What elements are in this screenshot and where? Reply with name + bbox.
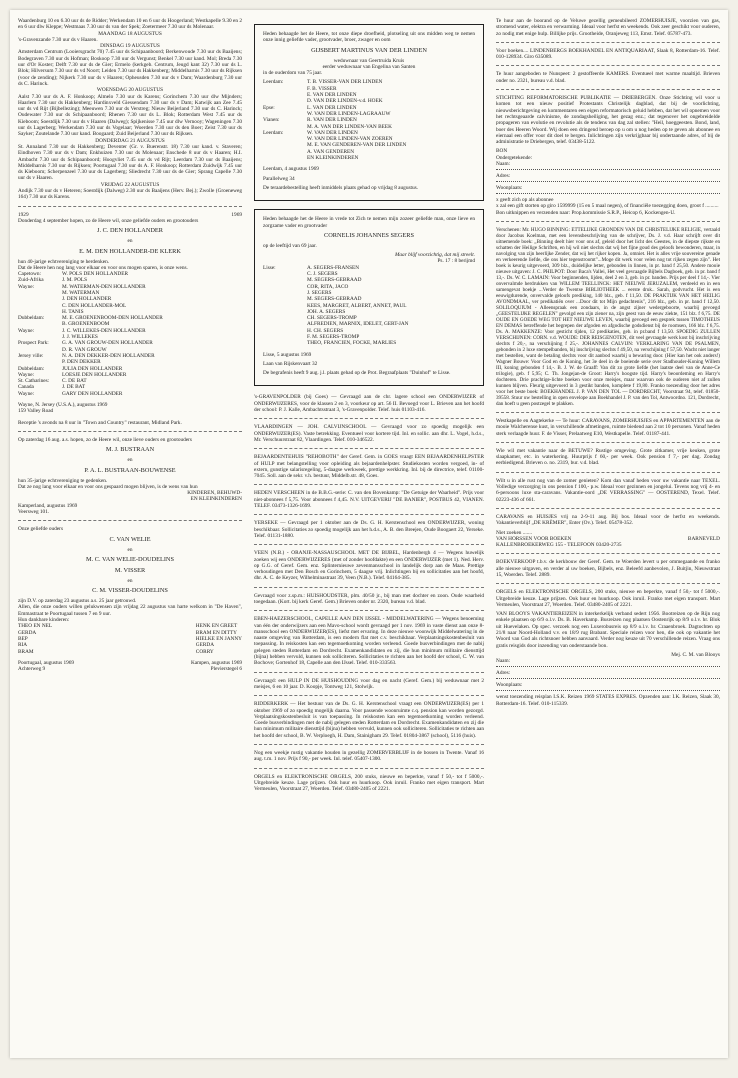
family-place: Wayne: — [18, 390, 35, 397]
notice-place: Leerdam, 4 augustus 1969 — [263, 166, 319, 173]
schedule-day-title: DONDERDAG 21 AUGUSTUS — [95, 137, 165, 144]
divider — [496, 472, 720, 473]
stichting-ad — [496, 95, 720, 216]
divider — [254, 768, 484, 769]
form-field-line — [496, 658, 720, 667]
ad-address: Wayne, N. Jersey (U.S.A.), augustus 1969 — [18, 402, 108, 409]
family-names: A. SEGERS-FRANSEN — [307, 264, 360, 271]
form-option-3: Bon uitknippen en verzenden naar: Prop.kommissie S.R.P., Heicop 6, Kockengen-U. — [496, 209, 676, 216]
ad-right: BARNEVELD — [687, 535, 720, 542]
family-names: H. CH. SEGERS — [307, 327, 344, 334]
ad-line2: KALLENBROEKERWEG 155 - TELEFOON 03420-2735 — [496, 542, 622, 549]
family-place: Dubbeldam: — [18, 315, 45, 322]
family-names: J. J. WILLEKES — [62, 334, 98, 341]
child-name: HENK EN GREET — [195, 623, 238, 630]
divider — [496, 65, 720, 66]
classified-ad: ORGELS en ELEKTRONISCHE ORGELS, 200 stuks, nieuwe en beperkte, vanaf f 50,- tot f 5000,-. Uitgebreide keuze. Lage prijzen. Ook huur en huurkoop. Ook inruil. Franko met eigen transport. Mart Vermeulen, Voorstraat 27, Woerden. Telef. 03480-2405 of 2221. — [254, 773, 484, 793]
form-field-line — [496, 161, 720, 170]
couple-name-1: J. C. DEN HOLLANDER — [97, 227, 163, 235]
ad-signature: Hun dankbare kinderen: — [18, 617, 70, 624]
classified-ad: Gevraagd voor z.sp.m.: HUISHOUDSTER, plm. 40/50 jr., bij man met dochter en zoon. Oude waarheid toegedaan. (Kort. bij kerk Geref. Gem.) Brieven onder nr. 2320, bureau v.d. blad. — [254, 592, 484, 605]
child-name: THEO EN NEL — [18, 623, 53, 630]
family-names: LOESJE DEN HOLLANDER — [62, 371, 127, 378]
divider — [496, 508, 720, 509]
ad-wish: Dat ze nog lang voor elkaar en voor ons gespaard mogen blijven, is de wens van hun — [18, 483, 198, 490]
child-name: GERDA — [195, 642, 215, 649]
family-names: D. R. VAN GROUW — [62, 346, 107, 353]
family-names: W. VAN DER LINDEN-LAGRAAUW — [307, 110, 391, 117]
book-ad: Verschenen: Mr. HUGO BINNING: ETTELIJKE GRONDEN VAN DE CHRISTELIJKE RELIGIE, vertaald door Jacobus Koelman, met een levensbeschrijving van de schrijver, Ds. J. v.d. Haar schrijft over dit uitnemende boek: „Binning deelt hier voor ons af, geleid door het licht des Geestes, in de diepste rijkste en schatten der Heilige Schriften, en hij wil niet slechts dat wij het fijne goud des geloofs bewonderen, maar, in navolging van zijn heerlijke Zender, dat wij het rijker kopen. Ja, omniet. Het is alles vrije souvereine genade en verkeerende liefde, die ons hier tegenstroomt"...Moge dit werk voor velen nog tot rijken zegen zijn". Het boek is keurig uitgevoerd, 309 blz., duidelijke letter, gebonden in linnen, in pr. band f 25,50. Andere mooie nieuwe uitgaven: J. C. PHILPOT: Door Baca's Vallei, Het veel gevraagde Bijbels Dagboek, geb. in pr. band f 13,-. Ds. W. C. LAMAIN: Voor beginnenden, lijden, deel 2 en 3, geb. in pr. banden. Prijs per deel f 14,-. Vier onvervalmde herdrukken van WILLEM TEELLINCK: HET NIEUWE JERUZALEM, verdeeld en in een samengevat boekje ...Verder de Twentse BIBLIOTHEEK ... eerste druk.. Sarah, godvrucht. Het is een eeuwigdurende, onvervalde geloofs prediking, 140 blz., geb. f 11,50. DE PRAKTIJK VAN HET HEILIG AVONDMAAL, ver predikatiën over ...Door dit tot Mijn gedachtenis", 216 blz., geb. in pr. band f 12,50. SOLILOQUIUM - Alleenspraak een zondaars, in de angst zijner wedergeboorte, waarbij gevoegd „GEESTELIJKE REGELEN" gevolgd een zijn ziener na, zijn geest van de eeuw ziekte, 151 blz. f 6,75. DE OUDE EN GOEDE WEG TOT HET NIEUWE LEVEN, waarbij gevoegd een gesprek tussen TIMOTHEUS EN DEMAS betreffende het begrepen der afgoden en afgodische godsdienst bij de roomsen, 166 blz. f 6,75. Ds. A. MAKKENZE: Voor gesticht tijden, 12 predikaties, geb. in pr.band f 13,50. SPOEDIG ZULLEN VERSCHIJNEN: CORN. v.d. WOUDE: DER REISGENOTEN, dit veel gevraagde werk kost bij inschrijving slechts f 20,-, na verschijning f 25,-. JOHANNES CALVIJN: VERKLARING VAN DE PSALMEN, gebonden in 2 luxe stempelbanden, bij inschrijving slechts f 49,50, na verschijning f 57,50. Wacht niet langer met bestellen, want de betaling slechts voor dit aanbod waarbij u bewaring door. (Hier kan het ook anders!) Wagner Bouwe: Voor God en de Koning, het 3e deel in de boeiende serie over Stadhouder-Koning Willem III, koning gebonden f 14,-. B. J. W. de Graaff: Van dit zo grote liefde (het laatste deel van de Anne-Ce trilogie), geb. f 5,95; C. Th. Jongejan-de Groot: Harry's hoogste tijd. Harry's beoordeming en Harry's dochteren. Drie prachtige-lichte boeken voor onze meisjes, maar waarvan ook de ouderen niet af zullen kunnen blijven. Fleurig uitgevoerd in 3 gestikt banden, komplete f 19,80. Franko toezending door het adres voor het beste boek: BOEKHANDEL J. P. VAN DEN TOL — DORDRECHT, Voorstraat 94, telef. 01850-39558. Stuur uw bestelling in open envelope aan Boekhandel J. P. van den Tol, Antwoordno. 121, Dordrecht, dan hoeft u geen postzegel te plakken. — [496, 226, 720, 407]
church-schedule-intro: Waardenburg 10 en 6.30 uur ds de Ridder; Werkendam 10 en 6 uur ds Hoogerland; Westkapelle 9.30 en 2 en 6 uur dlw Kleppe; Westmaas 7.30 uur ds van der Spek; Zoetermeer 7.30 uur ds Molenaar. — [18, 18, 242, 31]
column-left — [18, 18, 242, 672]
divider — [18, 431, 242, 432]
family-names: J. DE BAT — [62, 384, 86, 391]
classified-ad: EBEN-HAEZERSCHOOL, CAPELLE AAN DEN IJSSEL - MIDDELWATERING — Wegens benoeming van één der onderwijzers aan een Mavo-school wordt gevraagd per 1 nov. 1969 in vaste dienst aan onze 8-mansschool een ONDERWIJZER(ES), liefst met ervaring. In deze nieuwe woonwijk Middelwatering in de naaste omgeving van Rotterdam, is een modern flat met c.v. beschikbaar. Verplaatsingskostenbesluit van toepassing. In reiskosten kan een tegemoetkoming worden verleend. Goede busverbindingen met de nabij gelegen steden Rotterdam en Dordrecht. Examenkandidaten en zij, die hun minimum militaire diensttijd (bijna) hebben vervuld, kunnen ook solliciteren. Sollicitaties te richten aan het hoofd der school, C. W. van Bochove; Gortenhof 18, Capelle aan den IJssel. Telef. 010-333563. — [254, 616, 484, 667]
and-text: en — [127, 577, 133, 584]
anniversary-ad-bustraan — [18, 437, 242, 515]
family-names: JOH. A. SEGERS — [307, 308, 346, 315]
schedule-day-text: Amsterdam Centrum (Looiersgracht 70) 7.45 uur ds Schipaanboord; Berkenwoude 7.30 uur ds Baaijens; Bodegraven 7.30 uur ds Hofman; Boskoop 7.30 uur ds Vergunst; Benkel 7.30 uur kand. Mol; Breda 7.30 uur d'Or Koster; Delft 7.30 uur ds de Gier; Ermelo (kerkgeb. Centrum, Jeugd kant 32) 7.30 uur ds L. Blok; Hilversum 7.30 uur ds vd Noort; Leiden 7.30 uur ds Hakkenberg; Middelharnis 7.30 uur ds Rijksen (voor de zending); Nijkerk 7.30 uur ds v Haaren; Opheusden 7.30 uur ds v Dam; Waardenburg 7.30 uur ds C. Harinck. — [18, 49, 242, 87]
family-names: J. DEN HOLLANDER — [62, 296, 112, 303]
family-row — [18, 391, 242, 397]
person-name-3: M. VISSER — [114, 566, 146, 574]
classified-ad: Wie wil met vakantie naar de BETUWE? Rustige omgeving. Grote zitkamer, vrije keuken, grote slaapkamer, etc. in waterkering. Huurprijs f 60,- per week. Ook pension f 7,- per dag. Zondag eerbiedigend. Brieven o. no. 2319, bur. v.d. blad. — [496, 447, 720, 467]
form-field-line — [496, 670, 720, 679]
family-names: W. POLS DEN HOLLANDER — [62, 271, 129, 278]
classified-ads-mid — [496, 418, 720, 527]
classified-ad: Wilt u in alle rust nog van de zomer genieten? Kom dan vanaf heden voor uw vakantie naar TEXEL. Volledige verzorging in ons pension f 100,- p.w. Ideaal voor gezinnen en jongelui. Tevens nog vrij 4- en 6-persoons luxe sta-caravans. Vakantie-oord „DE VERRASSING" — OOSTEREND, Texel. Telef. 02223-436 of 661. — [496, 477, 720, 503]
vacantie-text: VAN BLOOYS VAKANTIEREIZEN in interkerkelijk verband sedert 1956. Bootreizen op de Rijn nog enkele plaatsen op 6/9 o.l.v. Ds. B. Haverkamp. Busreizen nog plaatsen Oostenrijk op 8/9 o.l.v. hr. Blok uit Huevelaken. Op spec. verzoek nog een Luxerobusreis op 8/9 o.l.v. hr. Craaenbroek. Dagtochten op 21/8 naar Noord-Holland v.v. en 18/9 rug Brabant. Speciale reizen voor hen, die ook op vakantie het Woord van God als richtsnoer hebben aanvaard. Verder nog keuze uit 70 verschillende reizen. Vraag ons gratis reisgids door inzending van onderstaande bon. — [496, 611, 720, 649]
vacantie-footer: wenst toezending reisplan I.S.K. Reizen 1969 STATES EXPRES. Opzenden aan: I.K. Reizen, Slaak 30, Rotterdam-16. Telef. 010-115339. — [496, 694, 720, 707]
family-names: J. M. POLS — [62, 277, 88, 284]
vacantie-ad — [496, 611, 720, 707]
vacantie-signature: Mej. C. M. van Blooys — [671, 651, 720, 658]
family-names: D. VAN DER LINDEN-v.d. HOEK — [307, 98, 383, 105]
and-text: en — [127, 546, 133, 553]
form-field-label: Adres: — [496, 670, 511, 677]
family-names: ALFREDIEN, MARNIX, IDELET, GERT-JAN — [307, 321, 409, 328]
person-name-2: P. A. L. BUSTRAAN-BOUWENSE — [84, 466, 176, 474]
schedule-day-text: 's-Gravenzande 7.30 uur ds v Haaren. — [18, 36, 98, 43]
classified-ad: 's-GRAVENPOLDER (bij Goes) — Gevraagd aan de chr. lagere school een ONDERWIJZER of ONDERWIJZERES, voor de klassen 2 en 3, voorkeur op art. 56 II. Bevoegd voor L. Brieven aan het hoofd der school: P. J. Kalle, Ambachtsstraat 3, 's-Gravenpolder. Telef. huis 01103-416. — [254, 394, 484, 414]
family-names: GARY DEN HOLLANDER — [62, 390, 123, 397]
family-names: G. A. VAN GROUW-DEN HOLLANDER — [62, 340, 153, 347]
classified-ad: Nog een weekje rustig vakantie houden in gezellig ZOMERVERBLIJF in de bossen in Twente. Vanaf 16 aug. t.m. 1 nov. Prijs f 90,- per week. Inl. telef. 05407-1300. — [254, 750, 484, 763]
deceased-age: op de leeftijd van 69 jaar. — [263, 242, 317, 249]
classified-ad: Voor boeken.... LINDENBERGS BOEKHANDEL EN ANTIQUARIAAT, Slaak 8, Rotterdam-16. Telef. 010-128934. Giro 635089. — [496, 47, 720, 61]
ad-intro: Op zaterdag 16 aug. a.s. hopen, zo de Heere wil, onze lieve ouders en grootouders — [18, 436, 192, 443]
family-names: THEO, FRANCIEN, FOCKE, MARLIES — [307, 340, 397, 347]
divider — [496, 442, 720, 443]
verse: Maar blijf voorzichtig, dat mij streelt. — [395, 252, 475, 259]
newspaper-page — [10, 10, 728, 1058]
family-names: A. VAN GENDEREN — [307, 148, 355, 155]
ad-invitation: Allen, die onze ouders willen gelukwensen zijn vrijdag 22 augustus van harte welkom in "De Haven", Emmastraat te Poortugaal tussen 7 en 9 uur. — [18, 604, 242, 617]
deceased-name: GIJSBERT MARTINUS VAN DER LINDEN — [311, 46, 427, 54]
notice-intro: Heden behaagde het de Heere in vrede tot Zich te nemen mijn zozeer geliefde man, onze lieve en zorgzame vader en grootvader — [263, 216, 475, 229]
family-names: P. DEN DEKKER — [62, 359, 101, 366]
ad-place-right: Kampen, augustus 1969 — [190, 659, 242, 666]
van-horssen-ad — [496, 530, 720, 549]
ad-place-left: Poortugaal, augustus 1969 — [18, 659, 75, 666]
children-left — [18, 623, 52, 654]
notice-date: Lisse, 5 augustus 1969 — [263, 351, 312, 358]
verse-reference: Ps. 17 : 8 berijmd — [437, 258, 475, 265]
family-list — [263, 79, 475, 161]
child-name: RIA — [18, 642, 28, 649]
family-names: E. VAN DER LINDEN — [307, 92, 357, 99]
vacantie-form-fields — [496, 658, 720, 691]
family-names: M. WATERMAN — [62, 289, 100, 296]
ad-street: 159 Valley Road — [18, 408, 54, 415]
family-place: Wayne: — [18, 283, 35, 290]
ad-anniversary-text: hun 40-jarige echtvereniging te herdenken. — [18, 258, 110, 265]
form-field-label: Adres: — [496, 173, 511, 180]
notice-street: Parallelweg 34 — [263, 175, 295, 182]
family-place — [263, 155, 307, 161]
classified-ads-bottom — [496, 559, 720, 608]
form-field-label: Woonplaats: — [496, 682, 523, 689]
family-list — [18, 271, 242, 397]
family-names: W. VAN DER LINDEN — [307, 129, 358, 136]
family-place: Vianen: — [263, 117, 280, 124]
family-names: M. SEGERS-GEBRAAD — [307, 277, 362, 284]
child-name: GERDA — [18, 629, 37, 636]
anniversary-ad-van-welie — [18, 526, 242, 672]
form-label: BON — [496, 148, 508, 155]
divider — [18, 520, 242, 521]
family-names: JULIA DEN HOLLANDER — [62, 365, 123, 372]
ad-street: Veersweg 101. — [18, 509, 50, 515]
divider — [254, 610, 484, 611]
divider — [254, 418, 484, 419]
divider — [254, 672, 484, 673]
couple-and: en — [127, 238, 133, 245]
divider — [18, 206, 242, 207]
family-names: H. TANIS — [62, 308, 84, 315]
classified-ad: VEEN (N.B.) - ORANJE-NASSAUSCHOOL MET DE BIJBEL, Hardenbergh 4 — Wegens huwelijk zoeken wij een ONDERWIJZERES (met of zonder hoofdakte) en een ONDERWIJZER (met 1). Ned. Herv. op G.G. of Geref. Gem. enz. Splinternieuwe zevenmansschool in landelijk dorp aan de Maas. Prettige verhoudingen met Den Bosch en Gorinchem, 5 daagse vrij. Inlichtingen bij en sollicitaties aan het hoofd, dhr. A. C. de Keyzer, Wilhelminastraat 39, Veen (N.B.). Telef. 04164-385. — [254, 550, 484, 582]
family-row — [263, 155, 475, 161]
notice-intro: Heden behaagde het de Heere, tot onze diepe droefheid, plotseling uit ons midden weg te nemen onze innig geliefde vader, grootvader, broer, zwager en oom — [263, 31, 475, 44]
classified-ad: BEJAARDENTEHUIS "REHOBOTH" der Geref. Gem. in GOES vraagt EEN BEJAARDENHELPSTER of HULP met belangstelling voor opleiding als bejaardenhelpster. Studiekosten worden vergoed, in- of extern, gunstige salarisregeling, 5-daagse werkweek, prettige werkkring. Inl. bij de directrice, telef. 01100-7045. Soll. aan de sekr. v.h. bestuur, Middelb.str. 48, Goes. — [254, 454, 484, 480]
couple-name-2: E. M. DEN HOLLANDER-DE KLERK — [79, 247, 181, 255]
family-place: St. Catharines: — [18, 378, 50, 385]
family-place: Leerdam: — [263, 79, 284, 86]
schedule-day-text: Andijk 7.30 uur ds v Heteren; Soestdijk (Dalweg) 2.30 uur ds Baaijens (Herv. Bej.); Zwolle (Groeneweg 164) 7.30 uur ds Karens. — [18, 188, 242, 201]
family-names: KEES, MARGRET, ALBERT, ANNET, PAUL — [307, 302, 407, 309]
classified-ads-middle — [254, 394, 484, 792]
family-place: Dubbeldam: — [18, 365, 45, 372]
ad-street-right: Plevierstegel 6 — [210, 666, 242, 673]
person-name-1: C. VAN WELIE — [109, 535, 151, 543]
ad-left: VAN HORSSEN VOOR BOEKEN — [496, 535, 572, 542]
family-names: M. E. GROENENBOOM-DEN HOLLANDER — [62, 315, 163, 322]
classified-ad: YERSEKE — Gevraagd per 1 oktober aan de Ds. G. H. Kerstenschool een ONDERWIJZER, woning beschikbaar. Sollicitaties zo spoedig mogelijk aan het h.d.s., A. B. den Breejen, Oude Boogaert 22, Yerseke. Telef. 01131-1880. — [254, 520, 484, 539]
ad-place: Kamperland, augustus 1969 — [18, 502, 78, 509]
family-place: Jersey ville: — [18, 352, 44, 359]
and-text: en — [127, 457, 133, 464]
family-place: Wayne: — [18, 327, 35, 334]
family-names: EN KLEINKINDEREN — [307, 155, 359, 162]
person-name-2: M. C. VAN WELIE-DOUDELINS — [86, 555, 174, 563]
ad-small: Niet zoeken ....... — [496, 529, 533, 536]
ad-intro: Donderdag 4 september hopen, zo de Heere wil, onze geliefde ouders en grootouders — [18, 217, 199, 224]
family-names: M. E. VAN GENDEREN-VAN DER LINDEN — [307, 142, 407, 149]
person-name-1: M. J. BUSTRAAN — [105, 446, 155, 454]
children-names — [18, 623, 242, 654]
family-names: N. A. DEN DEKKER-DEN HOLLANDER — [62, 352, 155, 359]
deceased-age: in de ouderdom van 75 jaar. — [263, 70, 323, 77]
classified-ad: Te huur aan de boorand op de Veluwe gezellig gemeubileerd ZOMERHUISJE, voorzien van gas, stromend water, elektra en verwarming. Ideaal voor herfst en weekends. Ook zeer geschikt voor ouderen, zo nodig met enige hulp. Billijke prijs. Grootheide, Oranjeweg 113, Emst. Telef. 05787-473. — [496, 18, 720, 37]
form-field-label: Naam: — [496, 658, 511, 665]
stichting-text: STICHTING REFORMATORISCHE PUBLIKATIE — DRIEBERGEN. Onze Stichting wil voor u komen tot een nieuw positief Protestants Christelijk dagblad, dat bij de voorlichting, nieuwsberichtgeving en kommentaren een eigen reformatorisch geluid hebben, dat het wil opnemen voor het rechtsgeaarde calvinisme, de zondagsheiliging, het gezag enz.; dat tegenover het ongebreidelde propageren van evolutie en revolutie als de tendens van dag zal stellen: "Heil, hoeggeesten. Bond, land, boer des Heeren Woord. Wij doen een dringend beroep op u om u nog heden op te geven als abonnee en eiernaal een offer voor dit doel te bergen. Inlichtingen zijn verkrijgbaar bij ondertaande adres, of bij de administratie te Driebergen, telef. 03438-5122. — [496, 95, 720, 146]
family-names: W. VAN DER LINDEN-VAN ZOEREN — [307, 136, 393, 143]
family-names: L. VAN DER LINDEN — [307, 104, 357, 111]
schedule-day-text: Aalst 7.30 uur ds A. F. Honkoop; Almelo 7.30 uur ds Karens; Gorinchem 7.30 uur dlw Mijnders; Haarlem 7.30 uur ds Hakkenberg; Hardinxveld Giessendam 7.30 uur ds v Dam; Katwijk aan Zee 7.45 uur ds vd Rijt (Bijbellezing); Meeuwen 7.30 uur ds Verstreg; Nieuw Beijerland 7.30 uur ds C. Harinck; Oudewater 7.30 uur ds Schipaanboord; Rhenen 7.30 uur ds L. Blok; Rotterdam West 7.45 uur ds Kieboom; Soestdijk 7.30 uur ds v Haaren (Dalweg); Spijkenisse 7.45 uur dlw Vernooy; Wageningen 7.30 uur ds Lagerberg; Werkendam 7.30 uur ds Vogelaar; Woerden 7.30 uur ds den Boer; Zeist 7.30 uur ds Sayker; Zoutelande 7.30 uur kand. Boogaard; Zuid Beijerland 7.30 uur ds Rijksen. — [18, 93, 242, 138]
child-name: BEP — [18, 635, 28, 642]
schedule-day-title: WOENSDAG 20 AUGUSTUS — [96, 87, 164, 94]
divider — [254, 587, 484, 588]
form-field-line — [496, 185, 720, 194]
schedule-day-text: St. Annaland 7.30 uur ds Hakkenberg; Deventer (Gr. v. Buerenstr. 18) 7.30 uur kand. v. Staveren; Eindhoven 7.30 uur ds v Dam; Enkhuizen 7.30 uur ds Molenaar; Enschede 8 uur ds v Haaren; H.I. Ambacht 7.30 uur ds Schipaanboord; Hoogvliet 7.45 uur ds vd Rijt; Leerdam 7.30 uur ds Baaijens; Middelharnis 7.30 uur ds Rijksen; Poortugaal 7.30 uur ds A. F. Honkoop; Rotterdam Zuidwijk 7.45 uur ds Kieboom; Scherpenzeel 7.30 uur ds Lagerberg; Sliedrecht 7.30 uur ds de Gier; Sprang Capelle 7.30 uur ds v Haaren. — [18, 143, 242, 182]
form-signed: Ondergetekende: — [496, 154, 533, 161]
form-field-label: Naam: — [496, 161, 511, 168]
divider — [254, 484, 484, 485]
classified-ad: BOEKVERKOOP t.b.v. de kerkbouw der Geref. Gem. te Woerden levert u per ommegaande en franko alle nieuwe uitgaven, en verder al uw boeken, Bijbels, enz. Beleefd aanbevolen, J. Buitjin, Nieuwstraat 15, Woerden. Telef. 2889. — [496, 559, 720, 578]
family-place: Capetown: — [18, 271, 41, 278]
ad-wish: Dat de Heere hen nog lang voor elkaar en voor ons mogen sparen, is onze wens. — [18, 264, 188, 271]
notice-burial: De begrafenis heeft 9 aug. j.l. plaats gehad op de Prot. Begraafplaats "Duinhof" te Lisse. — [263, 370, 451, 377]
ad-anniversary-text: hun 35-jarige echtvereniging te gedenken. — [18, 477, 108, 484]
ad-intro: Onze geliefde ouders — [18, 526, 64, 533]
child-name: BRAM EN DITTY — [195, 629, 237, 636]
deceased-name: CORNELIS JOHANNES SEGERS — [324, 231, 414, 239]
family-names: M. A. VAN DER LINDEN-VAN BEEK — [307, 123, 392, 130]
notice-burial: De teraardebestelling heeft inmiddels plaats gehad op vrijdag 8 augustus. — [263, 184, 419, 191]
divider — [496, 583, 720, 584]
form-field-line — [496, 173, 720, 182]
family-list — [307, 265, 475, 347]
divider — [254, 514, 484, 515]
classified-ads-top — [496, 18, 720, 84]
signature-1: KINDEREN, BEHUWD- — [187, 490, 242, 497]
family-place: Leerdam: — [263, 129, 284, 136]
family-names: C. J. SEGERS — [307, 271, 338, 278]
family-place: Prospect Park: — [18, 340, 49, 347]
form-option-1: x geeft zich op als abonnee — [496, 197, 554, 204]
family-names: M. WATERMAN-DEN HOLLANDER — [62, 283, 146, 290]
divider — [254, 544, 484, 545]
classified-ad: RIDDERKERK — Het bestuur van de Ds. G. H. Kerstenschool vraagt een ONDERWIJZER(ES) per 1 oktober 1969 of zo spoedig mogelijk daarna. Voor passende woonruimte c.q. pension kan worden gezorgd. Verplaatsingskostenbesluit is van toepassing. In reiskosten kan een tegemoetkoming worden verleend. Goede busverbindingen met de nabij gelegen steden Rotterdam en Dordrecht. Examenkandidaten en zij die hun minimum militaire diensttijd (bijna) hebben vervuld, kunnen ook solliciteren. Sollicitaties te richten aan het hoofd der school, B. W. Verploegh, H. Dam, Stainigham 29. Telef. 01804-3867 (school), 5116 (huis). — [254, 701, 484, 739]
child-name: HIELKE EN JANNY — [195, 635, 242, 642]
notice-street: Laan van Rijskenvaart 32 — [263, 360, 318, 367]
death-notice-van-der-linden — [254, 24, 484, 201]
family-place: Epse: — [263, 104, 275, 111]
children-right — [196, 623, 242, 654]
form-fields — [496, 161, 720, 194]
church-schedule — [18, 31, 242, 201]
year-start: 1929 — [18, 211, 29, 218]
family-names: CH. SEGERS-TROMP — [307, 315, 357, 322]
form-field-line — [496, 682, 720, 691]
family-names: B. GROENENBOOM — [62, 321, 110, 328]
family-names: J. C. WILLEKES-DEN HOLLANDER — [62, 327, 146, 334]
classified-ad: CARAVANS en HUISJES vrij na 2-9-11 aug. Bij bos. Ideaal voor de herfst en weekends. Vakantieverblijf „DE KRÈMER", Enter (Ov.). Telef. 05478-352. — [496, 513, 720, 527]
death-notice-segers — [254, 209, 484, 386]
family-names: C. DEN HOLLANDER-MOL — [62, 302, 127, 309]
schedule-day-title: MAANDAG 18 AUGUSTUS — [98, 30, 162, 37]
classified-ad: ORGELS en ELEKTRONISCHE ORGELS, 200 stuks, nieuwe en beperkte, vanaf f 50,- tot f 5000,-. Uitgebreide keuze. Lage prijzen. Ook huur en huurkoop. Ook inruil. Franko met eigen transport. Mart Vermeulen, Voorstraat 27, Woerden. Telef. 03480-2405 of 2221. — [496, 589, 720, 608]
column-right — [496, 18, 720, 710]
anniversary-ad-den-hollander — [18, 212, 242, 426]
classified-ad: Gevraagd: een HULP IN DE HUISHOUDING voor dag en nacht (Geref. Gem.) bij weduwnaar met 2 meisjes, 6 en 10 jaar. D. Koopje, Tontweg 121, Stolwijk. — [254, 677, 484, 690]
classified-ad: HEDEN VERSCHEEN in de B.B.G.-serie: C. van den Bovenkamp: "De Getuige der Waarheid". Prijs voor niet-abonnees f 5,75. Voor abonnees f 4,45. N.V. UITGEVERIJ "DE BANIER", POSTBUS 42, VIANEN. TELEF. 03473-1326-1699. — [254, 490, 484, 510]
family-names: C. DE BAT — [62, 378, 87, 385]
family-names: R. VAN DER LINDEN — [307, 117, 357, 124]
divider — [254, 448, 484, 449]
ad-reception: Receptie 's avonds na 8 uur in "Town and Country" restaurant, Midland Park. — [18, 419, 182, 426]
form-option-2: x zal een gift storten op giro 1599999 (15 en 5 maal negen), of financiële toezegging doen, groot f .......... — [496, 203, 719, 210]
family-names: COR, RITA, JACO — [307, 283, 349, 290]
family-place: Lisse: — [263, 264, 276, 271]
divider — [254, 695, 484, 696]
classified-ad: Westkapelle en Aagtekerke — Te huur: CARAVANS, ZOMERHUISJES en APPARTEMENTEN aan de mooie Walcherense kust, in verschillende afmetingen, ruimte biedend aan 2 tot 10 personen. Vanaf heden sterk verlaagde huur. F. de Visser, Prelaatweg E10, Westkapelle. Telef. 01187-441. — [496, 417, 720, 437]
family-place: Wayne: — [18, 371, 35, 378]
ad-street-left: Achterweg 9 — [18, 666, 46, 673]
form-field-label: Woonplaats: — [496, 185, 523, 192]
signature-2: EN KLEINKINDEREN — [190, 496, 242, 503]
family-names: F. B. VISSER — [307, 85, 337, 92]
family-names: F. M. SEGERS-TROMP — [307, 333, 360, 340]
column-middle — [254, 18, 484, 796]
classified-ad: Te huur aangeboden te Nunspeet: 2 gestoffeerde KAMERS. Eventueel met warme maaltijd. Brieven onder no. 2321, bureau v.d. blad. — [496, 71, 720, 84]
year-end: 1969 — [231, 211, 242, 218]
divider — [496, 42, 720, 43]
schedule-day-title: DINSDAG 19 AUGUSTUS — [100, 43, 160, 50]
deceased-sub-2: eerder weduwnaar van Engelina van Santen — [322, 63, 416, 70]
child-name: BRAM — [18, 648, 34, 655]
schedule-day-title: VRIJDAG 22 AUGUSTUS — [100, 181, 160, 188]
family-names: T. B. VISSER-VAN DER LINDEN — [307, 79, 383, 86]
divider — [254, 744, 484, 745]
person-name-4: C. M. VISSER-DOUDELINS — [92, 587, 168, 595]
ad-anniversary-text: zijn D.V. op zaterdag 23 augustus a.s. 25 jaar getrouwd. — [18, 598, 137, 605]
family-place: Zuid-Afrika — [18, 277, 44, 284]
classified-ad: VLAARDINGEN — JOH. CALVIJNSCHOOL — Gevraagd voor zo spoedig mogelijk een ONDERWIJZER(ES). Vaste betrekking. Eventueel voor kortere tijd. Inl. en sollic. aan dhr. L. Vogel, h.d.s., Mr. Verschuurstraat 82, Vlaardingen. Telef. 010-346522. — [254, 424, 484, 443]
child-name: CORRY — [195, 648, 214, 655]
family-place: Canada — [18, 384, 34, 391]
family-names: J. SEGERS — [307, 289, 332, 296]
family-names: M. SEGERS-GEBRAAD — [307, 296, 362, 303]
deceased-sub-1: weduwnaar van Geertruida Kruis — [333, 57, 405, 64]
